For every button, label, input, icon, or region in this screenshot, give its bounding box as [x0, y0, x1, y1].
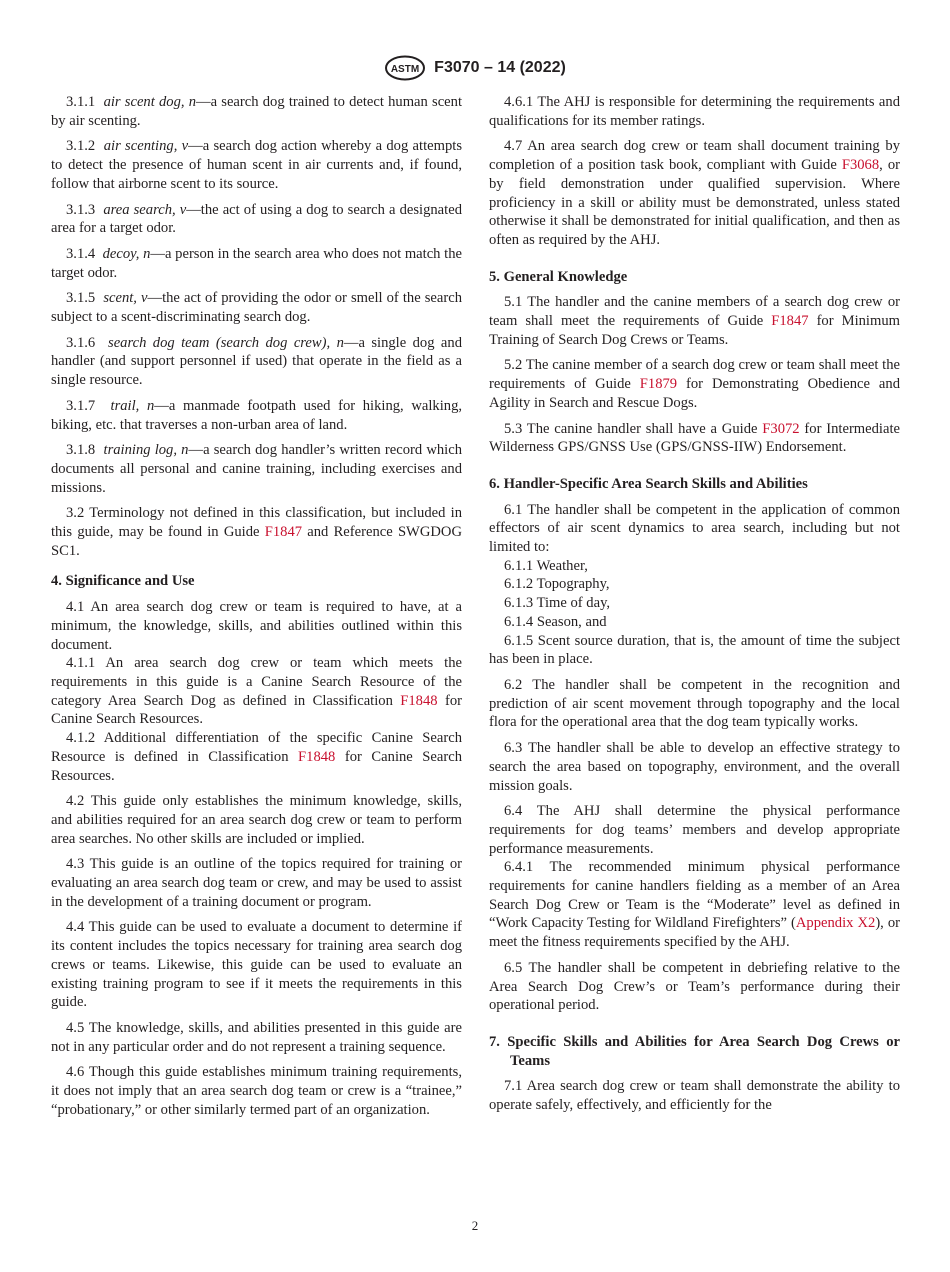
- ref-appendix-x2-link[interactable]: Appendix X2: [795, 915, 876, 932]
- section-5-heading: 5. General Knowledge: [489, 268, 628, 285]
- section-6-heading: 6. Handler-Specific Area Search Skills and Abilities: [489, 475, 808, 492]
- ref-f3072-link[interactable]: F3072: [762, 420, 800, 437]
- definition-3-1-2: 3.1.2 air scenting, v—a search dog action whereby a dog attempts to detect the presence of human scent in air currents and, if found, follow that airborne scent to its source.: [51, 138, 462, 192]
- paragraph-7-1: 7.1 Area search dog crew or team shall demonstrate the ability to operate safely, effectively, and efficiently for the: [489, 1078, 900, 1114]
- ref-f3068-link[interactable]: F3068: [841, 157, 880, 174]
- paragraph-4-3: 4.3 This guide is an outline of the topics required for training or evaluating an area search dog team or crew, and may be used to assist in the development of a training document or program.: [51, 856, 462, 910]
- paragraph-4-1-1: 4.1.1 An area search dog crew or team which meets the requirements in this guide is a Canine Search Resource of the category Area Search Dog as defined in Classification F1848 for Canine Search Resources.: [51, 655, 462, 728]
- list-item: 6.1.4 Season, and: [504, 613, 607, 630]
- document-designation: F3070 – 14 (2022): [434, 59, 566, 76]
- section-7-heading: 7. Specific Skills and Abilities for Area Search Dog Crews or Teams: [489, 1033, 900, 1069]
- paragraph-6-4: 6.4 The AHJ shall determine the physical performance requirements for dog teams’ members and develop appropriate performance measurements.: [489, 803, 900, 857]
- paragraph-4-1-2: 4.1.2 Additional differentiation of the specific Canine Search Resource is defined in Classification F1848 for Canine Search Resources.: [51, 730, 463, 784]
- ref-f1847-link[interactable]: F1847: [264, 524, 303, 541]
- list-item: 6.1.3 Time of day,: [504, 595, 611, 612]
- ref-f1848-link[interactable]: F1848: [400, 692, 438, 709]
- ref-f1847-link[interactable]: F1847: [771, 313, 809, 330]
- list-6-1: [489, 501, 900, 632]
- definition-3-1-6: 3.1.6 search dog team (search dog crew), n—a single dog and handler (and support personnel if used) that operate in the field as a single resource.: [51, 334, 463, 389]
- left-column: [51, 93, 462, 1126]
- paragraph-6-2: 6.2 The handler shall be competent in the recognition and prediction of air scent movement through topography and the local flora for the operational area that the dog team typically works.: [489, 676, 900, 731]
- paragraph-4-6: 4.6 Though this guide establishes minimum training requirements, it does not imply that an area search dog team or crew is a “trainee,” “probationary,” or other similarly termed part of an organization.: [51, 1064, 462, 1118]
- section-4-heading: 4. Significance and Use: [51, 573, 195, 590]
- definition-3-1-4: 3.1.4 decoy, n—a person in the search area who does not match the target odor.: [51, 245, 462, 281]
- page-number: 2: [471, 1218, 479, 1233]
- definition-3-1-1: 3.1.1 air scent dog, n—a search dog trained to detect human scent by air scenting.: [51, 94, 462, 129]
- ref-f1848-link[interactable]: F1848: [298, 748, 336, 765]
- list-item: 6.1.1 Weather,: [504, 557, 588, 574]
- astm-logo-icon: [384, 55, 426, 81]
- paragraph-3-2: 3.2 Terminology not defined in this classification, but included in this guide, may be found in Guide F1847 and Reference SWGDOG SC1.: [51, 505, 462, 559]
- paragraph-4-5: 4.5 The knowledge, skills, and abilities presented in this guide are not in any particular order and do not represent a training sequence.: [51, 1019, 462, 1055]
- definition-3-1-3: 3.1.3 area search, v—the act of using a dog to search a designated area for a target odor.: [51, 201, 462, 237]
- paragraph-4-7: 4.7 An area search dog crew or team shall document training by completion of a position task book, compliant with Guide F3068, or by field demonstration under qualified supervision. Where proficiency in a skill or ability must be demonstrated, unless stated otherwise it shall be demonstrated for initial qualification, and then as often as required by the AHJ.: [489, 138, 900, 248]
- paragraph-6-3: 6.3 The handler shall be able to develop an effective strategy to search the area based on topography, environment, and the overall mission goals.: [489, 740, 900, 794]
- page-header: [0, 55, 950, 81]
- paragraph-6-5: 6.5 The handler shall be competent in debriefing relative to the Area Search Dog Crew’s or Team’s performance during their operational period.: [489, 959, 900, 1014]
- list-item: 6.1.2 Topography,: [504, 576, 610, 593]
- definition-3-1-7: 3.1.7 trail, n—a manmade footpath used for hiking, walking, biking, etc. that traverses a non-urban area of land.: [51, 397, 463, 433]
- paragraph-5-1: 5.1 The handler and the canine members of a search dog crew or team shall meet the requirements of Guide F1847 for Minimum Training of Search Dog Crews or Teams.: [489, 294, 900, 348]
- paragraph-5-2: 5.2 The canine member of a search dog crew or team shall meet the requirements of Guide F1879 for Demonstrating Obedience and Agility in Search and Rescue Dogs.: [489, 357, 901, 411]
- paragraph-4-2: 4.2 This guide only establishes the minimum knowledge, skills, and abilities required for an area search dog crew or team to perform area searches. No other skills are included or implied.: [51, 793, 462, 847]
- svg-text:ASTM: ASTM: [391, 64, 420, 75]
- paragraph-4-1: 4.1 An area search dog crew or team is required to have, at a minimum, the knowledge, skills, and abilities outlined within this document.: [51, 599, 462, 653]
- paragraph-5-3: 5.3 The canine handler shall have a Guide F3072 for Intermediate Wilderness GPS/GNSS Use (GPS/GNSS-IIW) Endorsement.: [489, 420, 900, 456]
- paragraph-4-6-1: 4.6.1 The AHJ is responsible for determining the requirements and qualifications for its member ratings.: [489, 94, 900, 129]
- ref-f1879-link[interactable]: F1879: [639, 376, 678, 393]
- definition-3-1-5: 3.1.5 scent, v—the act of providing the odor or smell of the search subject to a scent-discriminating search dog.: [51, 290, 463, 326]
- paragraph-4-4: 4.4 This guide can be used to evaluate a document to determine if its content includes the topics necessary for training area search dog crews or teams. Likewise, this guide can be used to evaluate an existing training program to see if it meets the requirements in this guide.: [51, 919, 462, 1011]
- definition-3-1-8: 3.1.8 training log, n—a search dog handler’s written record which documents all personal and canine training, including exercises and missions.: [51, 442, 462, 496]
- paragraph-6-4-1: 6.4.1 The recommended minimum physical performance requirements for canine handlers fielding as a member of an Area Search Dog Crew or Team is the “Moderate” level as defined in “Work Capacity Testing for Wildland Firefighters” (Appendix X2), or meet the fitness requirements specified by the AHJ.: [489, 859, 900, 951]
- paragraph-6-1: 6.1 The handler shall be competent in the application of common effectors of air scent dynamics to area search, including but not limited to:: [489, 501, 900, 556]
- paragraph-6-1-5: 6.1.5 Scent source duration, that is, the amount of time the subject has been in place.: [489, 632, 900, 668]
- right-column: [489, 93, 900, 1122]
